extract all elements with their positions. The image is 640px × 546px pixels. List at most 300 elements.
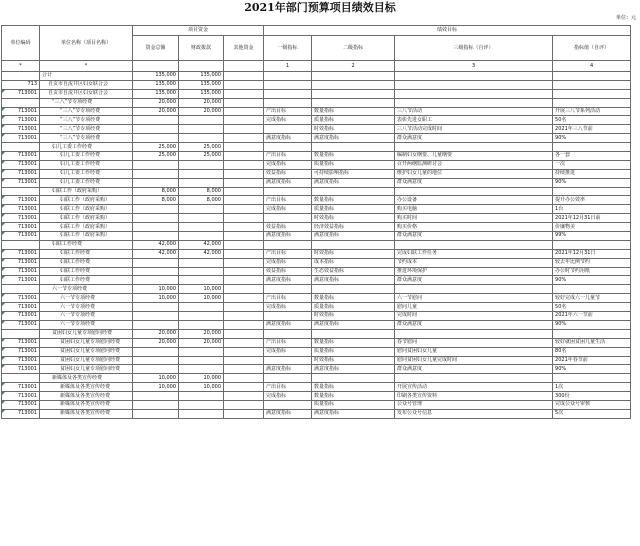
table-body: [2, 72, 631, 419]
cell-other-funds: [224, 214, 264, 223]
cell-funds-total: [133, 356, 179, 365]
cell-level3-indicator: 群众满意度: [395, 276, 553, 285]
table-row: [2, 72, 631, 81]
cell-fiscal-appropriation: 20,000: [179, 107, 224, 116]
cell-fiscal-appropriation: [179, 320, 224, 329]
cell-unit-code: 713001: [2, 89, 40, 98]
cell-level1-indicator: 完成指标: [264, 347, 312, 356]
cell-level2-indicator: 成本指标: [312, 258, 395, 267]
cell-fiscal-appropriation: [179, 267, 224, 276]
cell-other-funds: [224, 232, 264, 241]
cell-unit-code: [2, 329, 40, 338]
cell-level1-indicator: [264, 214, 312, 223]
cell-level2-indicator: [312, 285, 395, 294]
cell-fiscal-appropriation: [179, 258, 224, 267]
cell-other-funds: [224, 392, 264, 401]
cell-level1-indicator: [264, 329, 312, 338]
cell-level3-indicator: 群众满意度: [395, 320, 553, 329]
index-cell: 1: [264, 61, 312, 72]
header-performance-group: 绩效目标: [264, 26, 631, 36]
cell-level1-indicator: 满意度指标: [264, 178, 312, 187]
cell-indicator-value: 1台: [553, 205, 631, 214]
table-row: [2, 409, 631, 418]
cell-fiscal-appropriation: [179, 134, 224, 143]
cell-other-funds: [224, 374, 264, 383]
cell-funds-total: [133, 400, 179, 409]
table-row: [2, 116, 631, 125]
cell-level3-indicator: 完成时间: [395, 312, 553, 321]
cell-funds-total: [133, 116, 179, 125]
cell-fiscal-appropriation: 10,000: [179, 374, 224, 383]
cell-funds-total: 10,000: [133, 294, 179, 303]
cell-project-name: 贫困妇女儿童专项慰问经费: [40, 329, 133, 338]
cell-level2-indicator: [312, 240, 395, 249]
cell-level1-indicator: [264, 72, 312, 81]
cell-level3-indicator: 群众满意度: [395, 232, 553, 241]
cell-level3-indicator: 办公设备: [395, 196, 553, 205]
cell-funds-total: 20,000: [133, 98, 179, 107]
cell-indicator-value: 90%: [553, 178, 631, 187]
index-cell: *: [40, 61, 133, 72]
cell-other-funds: [224, 125, 264, 134]
cell-level1-indicator: 产出目标: [264, 196, 312, 205]
index-cell: 2: [312, 61, 395, 72]
cell-fiscal-appropriation: 10,000: [179, 383, 224, 392]
cell-funds-total: [133, 160, 179, 169]
cell-level2-indicator: 数量指标: [312, 152, 395, 161]
cell-funds-total: [133, 223, 179, 232]
cell-level2-indicator: [312, 98, 395, 107]
cell-indicator-value: 90%: [553, 365, 631, 374]
cell-level3-indicator: 表彰先进女职工: [395, 116, 553, 125]
cell-fiscal-appropriation: [179, 178, 224, 187]
table-row: [2, 356, 631, 365]
cell-other-funds: [224, 152, 264, 161]
cell-other-funds: [224, 205, 264, 214]
cell-indicator-value: 一次: [553, 160, 631, 169]
cell-level3-indicator: 购买价格: [395, 223, 553, 232]
cell-unit-code: 713001: [2, 303, 40, 312]
table-row: [2, 232, 631, 241]
header-level2: 二级指标: [312, 36, 395, 61]
cell-other-funds: [224, 409, 264, 418]
cell-indicator-value: 50名: [553, 116, 631, 125]
cell-project-name: 新媒体及各类宣传经费: [40, 409, 133, 418]
cell-unit-code: 713001: [2, 134, 40, 143]
cell-indicator-value: [553, 187, 631, 196]
cell-level3-indicator: 推进环境保护: [395, 267, 553, 276]
cell-indicator-value: 2021年12月31日前: [553, 214, 631, 223]
table-row: [2, 294, 631, 303]
index-cell: 3: [395, 61, 553, 72]
cell-other-funds: [224, 303, 264, 312]
cell-project-name: 新媒体及各类宣传经费: [40, 400, 133, 409]
cell-funds-total: 8,000: [133, 187, 179, 196]
cell-level2-indicator: [312, 143, 395, 152]
cell-level2-indicator: [312, 89, 395, 98]
cell-fiscal-appropriation: [179, 160, 224, 169]
cell-level3-indicator: 公众号管理: [395, 400, 553, 409]
cell-unit-code: [2, 285, 40, 294]
performance-table: [1, 25, 631, 419]
cell-other-funds: [224, 320, 264, 329]
cell-level1-indicator: [264, 374, 312, 383]
cell-project-name: 妇联工作经费: [40, 267, 133, 276]
cell-funds-total: 10,000: [133, 285, 179, 294]
cell-other-funds: [224, 285, 264, 294]
cell-level1-indicator: 完成指标: [264, 116, 312, 125]
cell-level1-indicator: 满意度指标: [264, 320, 312, 329]
cell-level3-indicator: 春节慰问: [395, 338, 553, 347]
cell-unit-code: 713001: [2, 258, 40, 267]
cell-funds-total: 42,000: [133, 240, 179, 249]
cell-unit-code: 713001: [2, 294, 40, 303]
cell-indicator-value: [553, 143, 631, 152]
cell-level1-indicator: 满意度指标: [264, 365, 312, 374]
cell-level1-indicator: [264, 400, 312, 409]
cell-project-name: 妇儿工委工作经费: [40, 178, 133, 187]
table-row: [2, 347, 631, 356]
unit-label: 单位：元: [615, 15, 636, 21]
cell-level2-indicator: 满意度指标: [312, 276, 395, 285]
table-row: [2, 187, 631, 196]
cell-level3-indicator: [395, 143, 553, 152]
cell-indicator-value: [553, 374, 631, 383]
cell-level2-indicator: 数量指标: [312, 107, 395, 116]
cell-funds-total: 135,000: [133, 72, 179, 81]
cell-other-funds: [224, 347, 264, 356]
cell-indicator-value: [553, 72, 631, 81]
cell-level2-indicator: [312, 374, 395, 383]
cell-level1-indicator: 满意度指标: [264, 134, 312, 143]
table-row: [2, 312, 631, 321]
cell-funds-total: [133, 303, 179, 312]
cell-project-name: 妇联工作经费: [40, 276, 133, 285]
cell-project-name: 新媒体及各类宣传经费: [40, 392, 133, 401]
cell-funds-total: 10,000: [133, 374, 179, 383]
cell-other-funds: [224, 267, 264, 276]
cell-fiscal-appropriation: [179, 409, 224, 418]
cell-fiscal-appropriation: 10,000: [179, 294, 224, 303]
cell-fiscal-appropriation: [179, 356, 224, 365]
cell-funds-total: [133, 392, 179, 401]
cell-other-funds: [224, 134, 264, 143]
header-level1: 一级指标: [264, 36, 312, 61]
cell-unit-code: [2, 98, 40, 107]
cell-other-funds: [224, 356, 264, 365]
cell-indicator-value: 1次: [553, 383, 631, 392]
cell-project-name: 妇联工作（政府采购）: [40, 196, 133, 205]
cell-project-name: 六一节专项经费: [40, 285, 133, 294]
table-row: [2, 107, 631, 116]
header-funds-group: 项目资金: [133, 26, 264, 36]
table-row: [2, 400, 631, 409]
cell-funds-total: [133, 312, 179, 321]
cell-level3-indicator: 三八节活动: [395, 107, 553, 116]
cell-indicator-value: 持续推进: [553, 169, 631, 178]
cell-other-funds: [224, 72, 264, 81]
cell-level1-indicator: [264, 125, 312, 134]
cell-indicator-value: 80名: [553, 347, 631, 356]
cell-indicator-value: [553, 98, 631, 107]
cell-funds-total: [133, 409, 179, 418]
header-funds-total: 资金总额: [133, 36, 179, 61]
table-row: [2, 80, 631, 89]
cell-unit-code: 713001: [2, 232, 40, 241]
cell-level3-indicator: 购买电脑: [395, 205, 553, 214]
cell-project-name: 妇联工作（政府采购）: [40, 223, 133, 232]
cell-indicator-value: 较去年比例节约: [553, 258, 631, 267]
cell-project-name: 新媒体及各类宣传经费: [40, 383, 133, 392]
cell-level1-indicator: 效益指标: [264, 169, 312, 178]
cell-fiscal-appropriation: [179, 303, 224, 312]
cell-level2-indicator: 满意度指标: [312, 365, 395, 374]
cell-unit-code: 713001: [2, 276, 40, 285]
cell-indicator-value: 90%: [553, 320, 631, 329]
cell-project-name: 妇儿工委工作经费: [40, 152, 133, 161]
cell-project-name: 妇联工作（政府采购）: [40, 187, 133, 196]
cell-project-name: 合计: [40, 72, 133, 81]
cell-fiscal-appropriation: [179, 116, 224, 125]
cell-level3-indicator: 慰问贫困妇女儿童: [395, 347, 553, 356]
table-row: [2, 98, 631, 107]
cell-funds-total: 20,000: [133, 329, 179, 338]
header-unit-name: 单位名称（项目名称）: [40, 26, 133, 61]
cell-other-funds: [224, 160, 264, 169]
table-row: [2, 160, 631, 169]
cell-level1-indicator: 完成指标: [264, 303, 312, 312]
cell-level3-indicator: 节约成本: [395, 258, 553, 267]
cell-level3-indicator: 慰问儿童: [395, 303, 553, 312]
table-row: [2, 374, 631, 383]
cell-level1-indicator: 完成指标: [264, 392, 312, 401]
table-row: [2, 365, 631, 374]
cell-indicator-value: 2021年春节前: [553, 356, 631, 365]
cell-indicator-value: 较好完成六一儿童节: [553, 294, 631, 303]
cell-project-name: 自贡市自流井区妇女联合会: [40, 80, 133, 89]
table-row: [2, 223, 631, 232]
cell-level3-indicator: [395, 89, 553, 98]
cell-level1-indicator: [264, 356, 312, 365]
cell-level3-indicator: 慰问贫困妇女儿童完成时间: [395, 356, 553, 365]
cell-indicator-value: [553, 89, 631, 98]
cell-funds-total: 135,000: [133, 80, 179, 89]
cell-unit-code: 713001: [2, 214, 40, 223]
cell-funds-total: 25,000: [133, 152, 179, 161]
table-row: [2, 178, 631, 187]
table-row: [2, 267, 631, 276]
cell-level3-indicator: [395, 374, 553, 383]
cell-project-name: 六一节专项经费: [40, 312, 133, 321]
cell-fiscal-appropriation: [179, 276, 224, 285]
table-row: [2, 169, 631, 178]
cell-level3-indicator: 购买时间: [395, 214, 553, 223]
table-row: [2, 249, 631, 258]
cell-funds-total: [133, 178, 179, 187]
cell-level3-indicator: 群众满意度: [395, 365, 553, 374]
cell-level2-indicator: 质量指标: [312, 160, 395, 169]
cell-funds-total: 20,000: [133, 107, 179, 116]
cell-funds-total: 135,000: [133, 89, 179, 98]
cell-level1-indicator: [264, 312, 312, 321]
cell-funds-total: 8,000: [133, 196, 179, 205]
table-row: [2, 196, 631, 205]
cell-fiscal-appropriation: 135,000: [179, 89, 224, 98]
cell-project-name: 六一节专项经费: [40, 320, 133, 329]
table-row: [2, 338, 631, 347]
cell-unit-code: 713001: [2, 347, 40, 356]
cell-other-funds: [224, 178, 264, 187]
cell-unit-code: 713001: [2, 116, 40, 125]
cell-indicator-value: 办公时节约用纸: [553, 267, 631, 276]
cell-project-name: 妇联工作经费: [40, 240, 133, 249]
cell-level1-indicator: 满意度指标: [264, 232, 312, 241]
cell-level3-indicator: 群众满意度: [395, 178, 553, 187]
cell-indicator-value: 90%: [553, 276, 631, 285]
page-title: 2021年部门预算项目绩效目标: [244, 1, 396, 14]
cell-funds-total: [133, 232, 179, 241]
cell-project-name: 妇儿工委工作经费: [40, 143, 133, 152]
cell-other-funds: [224, 143, 264, 152]
cell-other-funds: [224, 169, 264, 178]
cell-project-name: 贫困妇女儿童专项慰问经费: [40, 338, 133, 347]
cell-level3-indicator: 印刷各类宣传资料: [395, 392, 553, 401]
cell-fiscal-appropriation: [179, 392, 224, 401]
table-row: [2, 214, 631, 223]
cell-level1-indicator: [264, 80, 312, 89]
cell-level2-indicator: [312, 72, 395, 81]
cell-fiscal-appropriation: 25,000: [179, 152, 224, 161]
cell-level3-indicator: [395, 72, 553, 81]
cell-fiscal-appropriation: [179, 312, 224, 321]
cell-level1-indicator: 效益指标: [264, 267, 312, 276]
cell-other-funds: [224, 223, 264, 232]
table-row: [2, 240, 631, 249]
cell-funds-total: [133, 258, 179, 267]
cell-level3-indicator: 发布公众号信息: [395, 409, 553, 418]
cell-level2-indicator: 质量指标: [312, 347, 395, 356]
cell-funds-total: 20,000: [133, 338, 179, 347]
cell-level2-indicator: 质量指标: [312, 400, 395, 409]
cell-level3-indicator: 开展宣传活动: [395, 383, 553, 392]
table-row: [2, 143, 631, 152]
cell-unit-code: 713001: [2, 160, 40, 169]
cell-unit-code: 713001: [2, 356, 40, 365]
table-row: [2, 383, 631, 392]
cell-fiscal-appropriation: [179, 125, 224, 134]
cell-unit-code: [2, 240, 40, 249]
cell-project-name: 妇联工作（政府采购）: [40, 232, 133, 241]
cell-level1-indicator: 完成指标: [264, 258, 312, 267]
cell-unit-code: 713001: [2, 392, 40, 401]
cell-indicator-value: 90%: [553, 134, 631, 143]
index-cell: [133, 61, 179, 72]
cell-fiscal-appropriation: [179, 347, 224, 356]
cell-unit-code: 713001: [2, 178, 40, 187]
cell-other-funds: [224, 400, 264, 409]
cell-indicator-value: [553, 329, 631, 338]
cell-indicator-value: 2021年三八节前: [553, 125, 631, 134]
table-row: [2, 89, 631, 98]
cell-indicator-value: 较好就困贫困儿童生活: [553, 338, 631, 347]
cell-unit-code: 713001: [2, 338, 40, 347]
cell-level2-indicator: 满意度指标: [312, 134, 395, 143]
table-row: [2, 205, 631, 214]
cell-level2-indicator: 质量指标: [312, 303, 395, 312]
cell-funds-total: 25,000: [133, 143, 179, 152]
cell-level1-indicator: [264, 143, 312, 152]
cell-funds-total: [133, 320, 179, 329]
cell-unit-code: 713001: [2, 320, 40, 329]
cell-other-funds: [224, 116, 264, 125]
cell-indicator-value: 50名: [553, 303, 631, 312]
cell-fiscal-appropriation: [179, 232, 224, 241]
header-fiscal-appropriation: 财政拨款: [179, 36, 224, 61]
cell-level2-indicator: 满意度指标: [312, 409, 395, 418]
index-cell: [224, 61, 264, 72]
cell-other-funds: [224, 240, 264, 249]
cell-indicator-value: 提升办公效率: [553, 196, 631, 205]
cell-level3-indicator: 编制妇女纲要、儿童纲要: [395, 152, 553, 161]
cell-project-name: 妇联工作（政府采购）: [40, 214, 133, 223]
cell-project-name: “三八”节专项经费: [40, 107, 133, 116]
cell-other-funds: [224, 383, 264, 392]
cell-project-name: 六一节专项经费: [40, 303, 133, 312]
cell-level3-indicator: 维护妇女儿童的地位: [395, 169, 553, 178]
cell-level3-indicator: 群众满意度: [395, 134, 553, 143]
cell-fiscal-appropriation: 25,000: [179, 143, 224, 152]
cell-fiscal-appropriation: [179, 169, 224, 178]
cell-project-name: “三八”节专项经费: [40, 125, 133, 134]
cell-level2-indicator: 数量指标: [312, 392, 395, 401]
cell-unit-code: [2, 143, 40, 152]
cell-project-name: 妇联工作经费: [40, 249, 133, 258]
cell-funds-total: [133, 205, 179, 214]
index-cell: *: [2, 61, 40, 72]
cell-other-funds: [224, 89, 264, 98]
cell-level1-indicator: 产出目标: [264, 294, 312, 303]
header-level3: 三级指标（自评）: [395, 36, 553, 61]
cell-fiscal-appropriation: [179, 400, 224, 409]
cell-project-name: “三八”节专项经费: [40, 134, 133, 143]
header-index-row: [2, 61, 631, 72]
cell-level1-indicator: 产出目标: [264, 383, 312, 392]
cell-unit-code: 713: [2, 80, 40, 89]
cell-funds-total: [133, 125, 179, 134]
table-row: [2, 320, 631, 329]
cell-level2-indicator: 时效指标: [312, 125, 395, 134]
cell-project-name: 妇儿工委工作经费: [40, 169, 133, 178]
cell-project-name: 贫困妇女儿童专项慰问经费: [40, 365, 133, 374]
cell-fiscal-appropriation: [179, 205, 224, 214]
cell-level1-indicator: 产出目标: [264, 338, 312, 347]
cell-level2-indicator: 满意度指标: [312, 232, 395, 241]
cell-level3-indicator: 完成妇联工作任务: [395, 249, 553, 258]
cell-unit-code: 713001: [2, 205, 40, 214]
cell-fiscal-appropriation: 8,000: [179, 187, 224, 196]
cell-level2-indicator: 时效指标: [312, 356, 395, 365]
cell-other-funds: [224, 329, 264, 338]
cell-other-funds: [224, 249, 264, 258]
cell-indicator-value: 99%: [553, 232, 631, 241]
header-indicator-value: 指标值（自评）: [553, 36, 631, 61]
cell-other-funds: [224, 187, 264, 196]
cell-level1-indicator: [264, 187, 312, 196]
cell-funds-total: [133, 134, 179, 143]
cell-fiscal-appropriation: 20,000: [179, 338, 224, 347]
table-row: [2, 392, 631, 401]
cell-other-funds: [224, 294, 264, 303]
